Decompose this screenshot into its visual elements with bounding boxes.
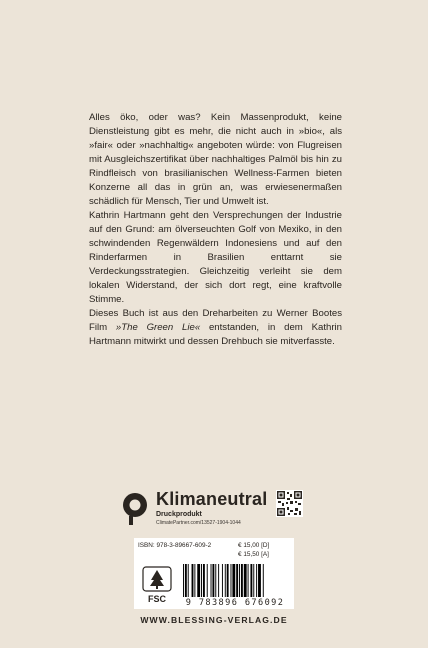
barcode-bar	[212, 564, 214, 597]
fsc-logo-icon	[142, 566, 172, 606]
blurb-paragraph-1: Alles öko, oder was? Kein Massenprodukt, keine Dienstleistung gibt es mehr, die nicht auch in »bio«, als »fair« oder »nachhaltig« angeboten würde: von Flugreisen mit Ausgleichszertifikat über nachhaltiges Palmöl bis hin zu Rindfleisch von brasilianischen Wellness-Farmen bieten Konzerne all das in grün an, was erwiesenermaßen schädlich für Mensch, Tier und Umwelt ist.	[89, 112, 342, 207]
klimaneutral-badge	[120, 488, 320, 528]
barcode-bar	[263, 564, 264, 597]
barcode-bar	[222, 564, 223, 597]
barcode-bar	[236, 564, 238, 597]
klimaneutral-subtitle: Druckprodukt	[156, 511, 202, 518]
barcode-bar	[183, 564, 184, 597]
barcode-bar	[248, 564, 249, 597]
klimaneutral-title: Klimaneutral	[156, 489, 268, 509]
barcode-bar	[185, 564, 187, 597]
barcode-bar	[211, 564, 212, 597]
fsc-label: FSC	[148, 594, 166, 604]
barcode-bar	[227, 564, 229, 597]
barcode-bar	[203, 564, 205, 597]
barcode-bar	[218, 564, 219, 597]
barcode-bar	[232, 564, 235, 597]
barcode	[182, 564, 288, 597]
isbn-barcode-box	[134, 538, 294, 609]
klimaneutral-id: ClimatePartner.com/13527-1904-1044	[156, 520, 241, 526]
publisher-website: WWW.BLESSING-VERLAG.DE	[140, 615, 288, 625]
barcode-bar	[201, 564, 202, 597]
blurb-paragraph-3	[89, 307, 342, 349]
isbn-text: ISBN: 978-3-89667-609-2	[138, 542, 212, 549]
barcode-bar	[244, 564, 247, 597]
barcode-bar	[253, 564, 254, 597]
blurb-p3-start: Dieses Buch ist aus den Dreharbeiten zu Werner Bootes Film	[89, 308, 342, 333]
climatepartner-logo-icon	[120, 492, 150, 526]
barcode-bar	[192, 564, 194, 597]
barcode-bar	[256, 564, 257, 597]
back-cover-blurb	[89, 111, 342, 349]
barcode-bar	[197, 564, 200, 597]
barcode-bar	[239, 564, 240, 597]
barcode-bar	[250, 564, 252, 597]
price-germany: € 15,00 [D]	[238, 542, 270, 549]
barcode-bar	[231, 564, 232, 597]
barcode-number: 9 783896 676092	[185, 598, 285, 608]
film-title: »The Green Lie«	[115, 322, 201, 333]
barcode-bar	[258, 564, 261, 597]
barcode-bar	[207, 564, 208, 597]
barcode-bar	[225, 564, 226, 597]
barcode-bar	[194, 564, 195, 597]
barcode-bar	[188, 564, 189, 597]
blurb-paragraph-2: Kathrin Hartmann geht den Versprechungen der Industrie auf den Grund: am ölverseuchten Golf von Mexiko, in den schwindenden Regenwäldern Indonesiens und auf den Rinderfarmen in Brasilien enttarnt sie Verdeckungsstrategien. Gleichzeitig verleiht sie dem lokalen Widerstand, der sich dort regt, eine kraftvolle Stimme.	[89, 210, 342, 305]
barcode-bar	[241, 564, 243, 597]
qr-code-icon	[276, 490, 303, 517]
barcode-bar	[215, 564, 216, 597]
blurb-p3-end: entstanden, in dem Kathrin Hartmann mitwirkt und dessen Drehbuch sie mitverfasste.	[89, 322, 342, 347]
price-austria: € 15,50 [A]	[238, 551, 269, 558]
